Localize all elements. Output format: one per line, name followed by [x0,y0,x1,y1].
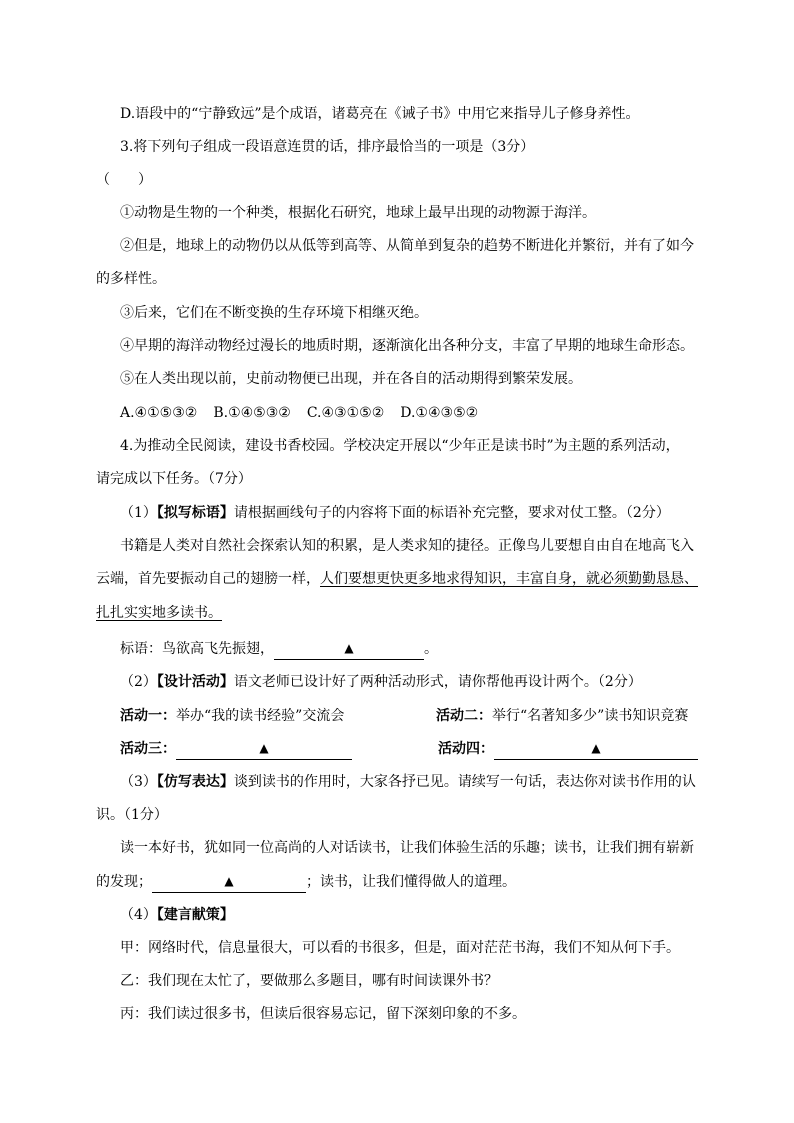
activity-2-label: 活动二： [436,708,492,724]
activity-3-blank[interactable] [176,743,352,760]
slogan-suffix: 。 [424,641,438,657]
opinion-yi: 乙：我们现在太忙了，要做那么多题目，哪有时间读课外书？ [120,973,498,989]
activity-1-label: 活动一： [120,708,176,724]
q4-part2-text: 语文老师已设计好了两种活动形式，请你帮他再设计两个。（2分） [233,674,642,690]
q4-part3-tag: 【仿写表达】 [156,774,234,790]
q4-part1-passage: 书籍是人类对自然社会探索认知的积累，是人类求知的捷径。正像鸟儿要想自由自在地高飞入 [120,538,694,554]
q4-part1-instruction [120,503,670,523]
q4-part4-heading [120,905,234,925]
q4-part3-number: （3） [120,774,157,790]
q3-option-c: C.④③①⑤② [306,405,385,421]
q4-part1-passage-plain: 云端，首先要振动自己的翅膀一样， [96,571,320,587]
q3-option-a: A.④①⑤③② [120,405,198,421]
q3-option-d: D.①④③⑤② [400,405,479,421]
activity-4-blank[interactable] [494,743,698,760]
q4-part1-number: （1） [120,505,157,521]
activity-4-label: 活动四： [438,741,494,757]
blank-triangle-icon: ▲ [591,741,601,755]
q3-sentence-4: ④早期的海洋动物经过漫长的地质时期，逐渐演化出各种分支，丰富了早期的地球生命形态。 [120,338,694,354]
blank-triangle-icon: ▲ [224,874,234,888]
q3-sentence-1: ①动物是生物的一个种类，根据化石研究，地球上最早出现的动物源于海洋。 [120,205,596,221]
q3-stem: 3.将下列句子组成一段语意连贯的话，排序最恰当的一项是（3分） [120,139,535,155]
activity-2 [436,706,688,726]
q4-part1-underlined-sentence-end: 扎扎实实地多读书。 [96,605,222,621]
q4-part2-instruction [120,672,642,692]
fill-suffix: ；读书，让我们懂得做人的道理。 [306,874,516,890]
q4-part3-fill-line [96,872,516,892]
q3-option-b: B.①④⑤③② [213,405,291,421]
q4-part2-number: （2） [120,674,157,690]
q4-part1-passage-cont [96,569,698,589]
q4-part3-example: 读一本好书，犹如同一位高尚的人对话读书，让我们体验生活的乐趣；读书，让我们拥有崭新 [120,840,694,856]
q3-sentence-2-cont: 的多样性。 [96,271,166,287]
q4-part1-slogan [120,639,438,659]
q3-sentence-2: ②但是，地球上的动物仍以从低等到高等、从简单到复杂的趋势不断进化并繁衍，并有了如今 [120,238,694,254]
q4-part1-underlined-sentence: 人们要想更快更多地求得知识，丰富自身，就必须勤勤恳恳、 [320,571,698,587]
slogan-prefix: 标语：鸟欲高飞先振翅， [120,641,274,657]
reading-effect-blank[interactable] [152,876,306,893]
q3-answer-paren: （ ） [96,172,152,188]
opinion-jia: 甲：网络时代，信息量很大，可以看的书很多，但是，面对茫茫书海，我们不知从何下手。 [120,940,680,956]
slogan-answer-blank[interactable] [274,643,424,660]
q3-options [120,403,478,423]
activity-1 [120,706,344,726]
q4-part2-tag: 【设计活动】 [156,674,234,690]
blank-triangle-icon: ▲ [344,641,354,655]
q4-part4-number: （4） [120,907,157,923]
opinion-bing: 丙：我们读过很多书，但读后很容易忘记，留下深刻印象的不多。 [120,1006,526,1022]
q4-part3-instruction [120,772,696,792]
q4-part1-text: 请根据画线句子的内容将下面的标语补充完整，要求对仗工整。（2分） [233,505,670,521]
q4-part1-tag: 【拟写标语】 [156,505,234,521]
activity-1-text: 举办“我的读书经验”交流会 [176,708,345,724]
q4-part1-passage-end [96,603,222,623]
q4-part3-text: 谈到读书的作用时，大家各抒已见。请续写一句话，表达你对读书作用的认 [233,774,696,790]
fill-prefix: 的发现； [96,874,152,890]
activity-3-label: 活动三： [120,741,176,757]
q3-sentence-3: ③后来，它们在不断变换的生存环境下相继灭绝。 [120,305,428,321]
q4-part4-tag: 【建言献策】 [156,907,234,923]
activity-4 [438,739,698,759]
blank-triangle-icon: ▲ [259,741,269,755]
q3-sentence-5: ⑤在人类出现以前，史前动物便已出现，并在各自的活动期得到繁荣发展。 [120,371,582,387]
activity-3 [120,739,352,759]
q4-stem: 4.为推动全民阅读，建设书香校园。学校决定开展以“少年正是读书时”为主题的系列活动， [120,438,680,454]
q4-part3-instruction-cont: 识。（1分） [96,807,168,823]
q4-stem-cont: 请完成以下任务。（7分） [96,471,252,487]
q2-option-d: D.语段中的“宁静致远”是个成语，诸葛亮在《诫子书》中用它来指导儿子修身养性。 [120,106,640,122]
activity-2-text: 举行“名著知多少”读书知识竞赛 [492,708,689,724]
